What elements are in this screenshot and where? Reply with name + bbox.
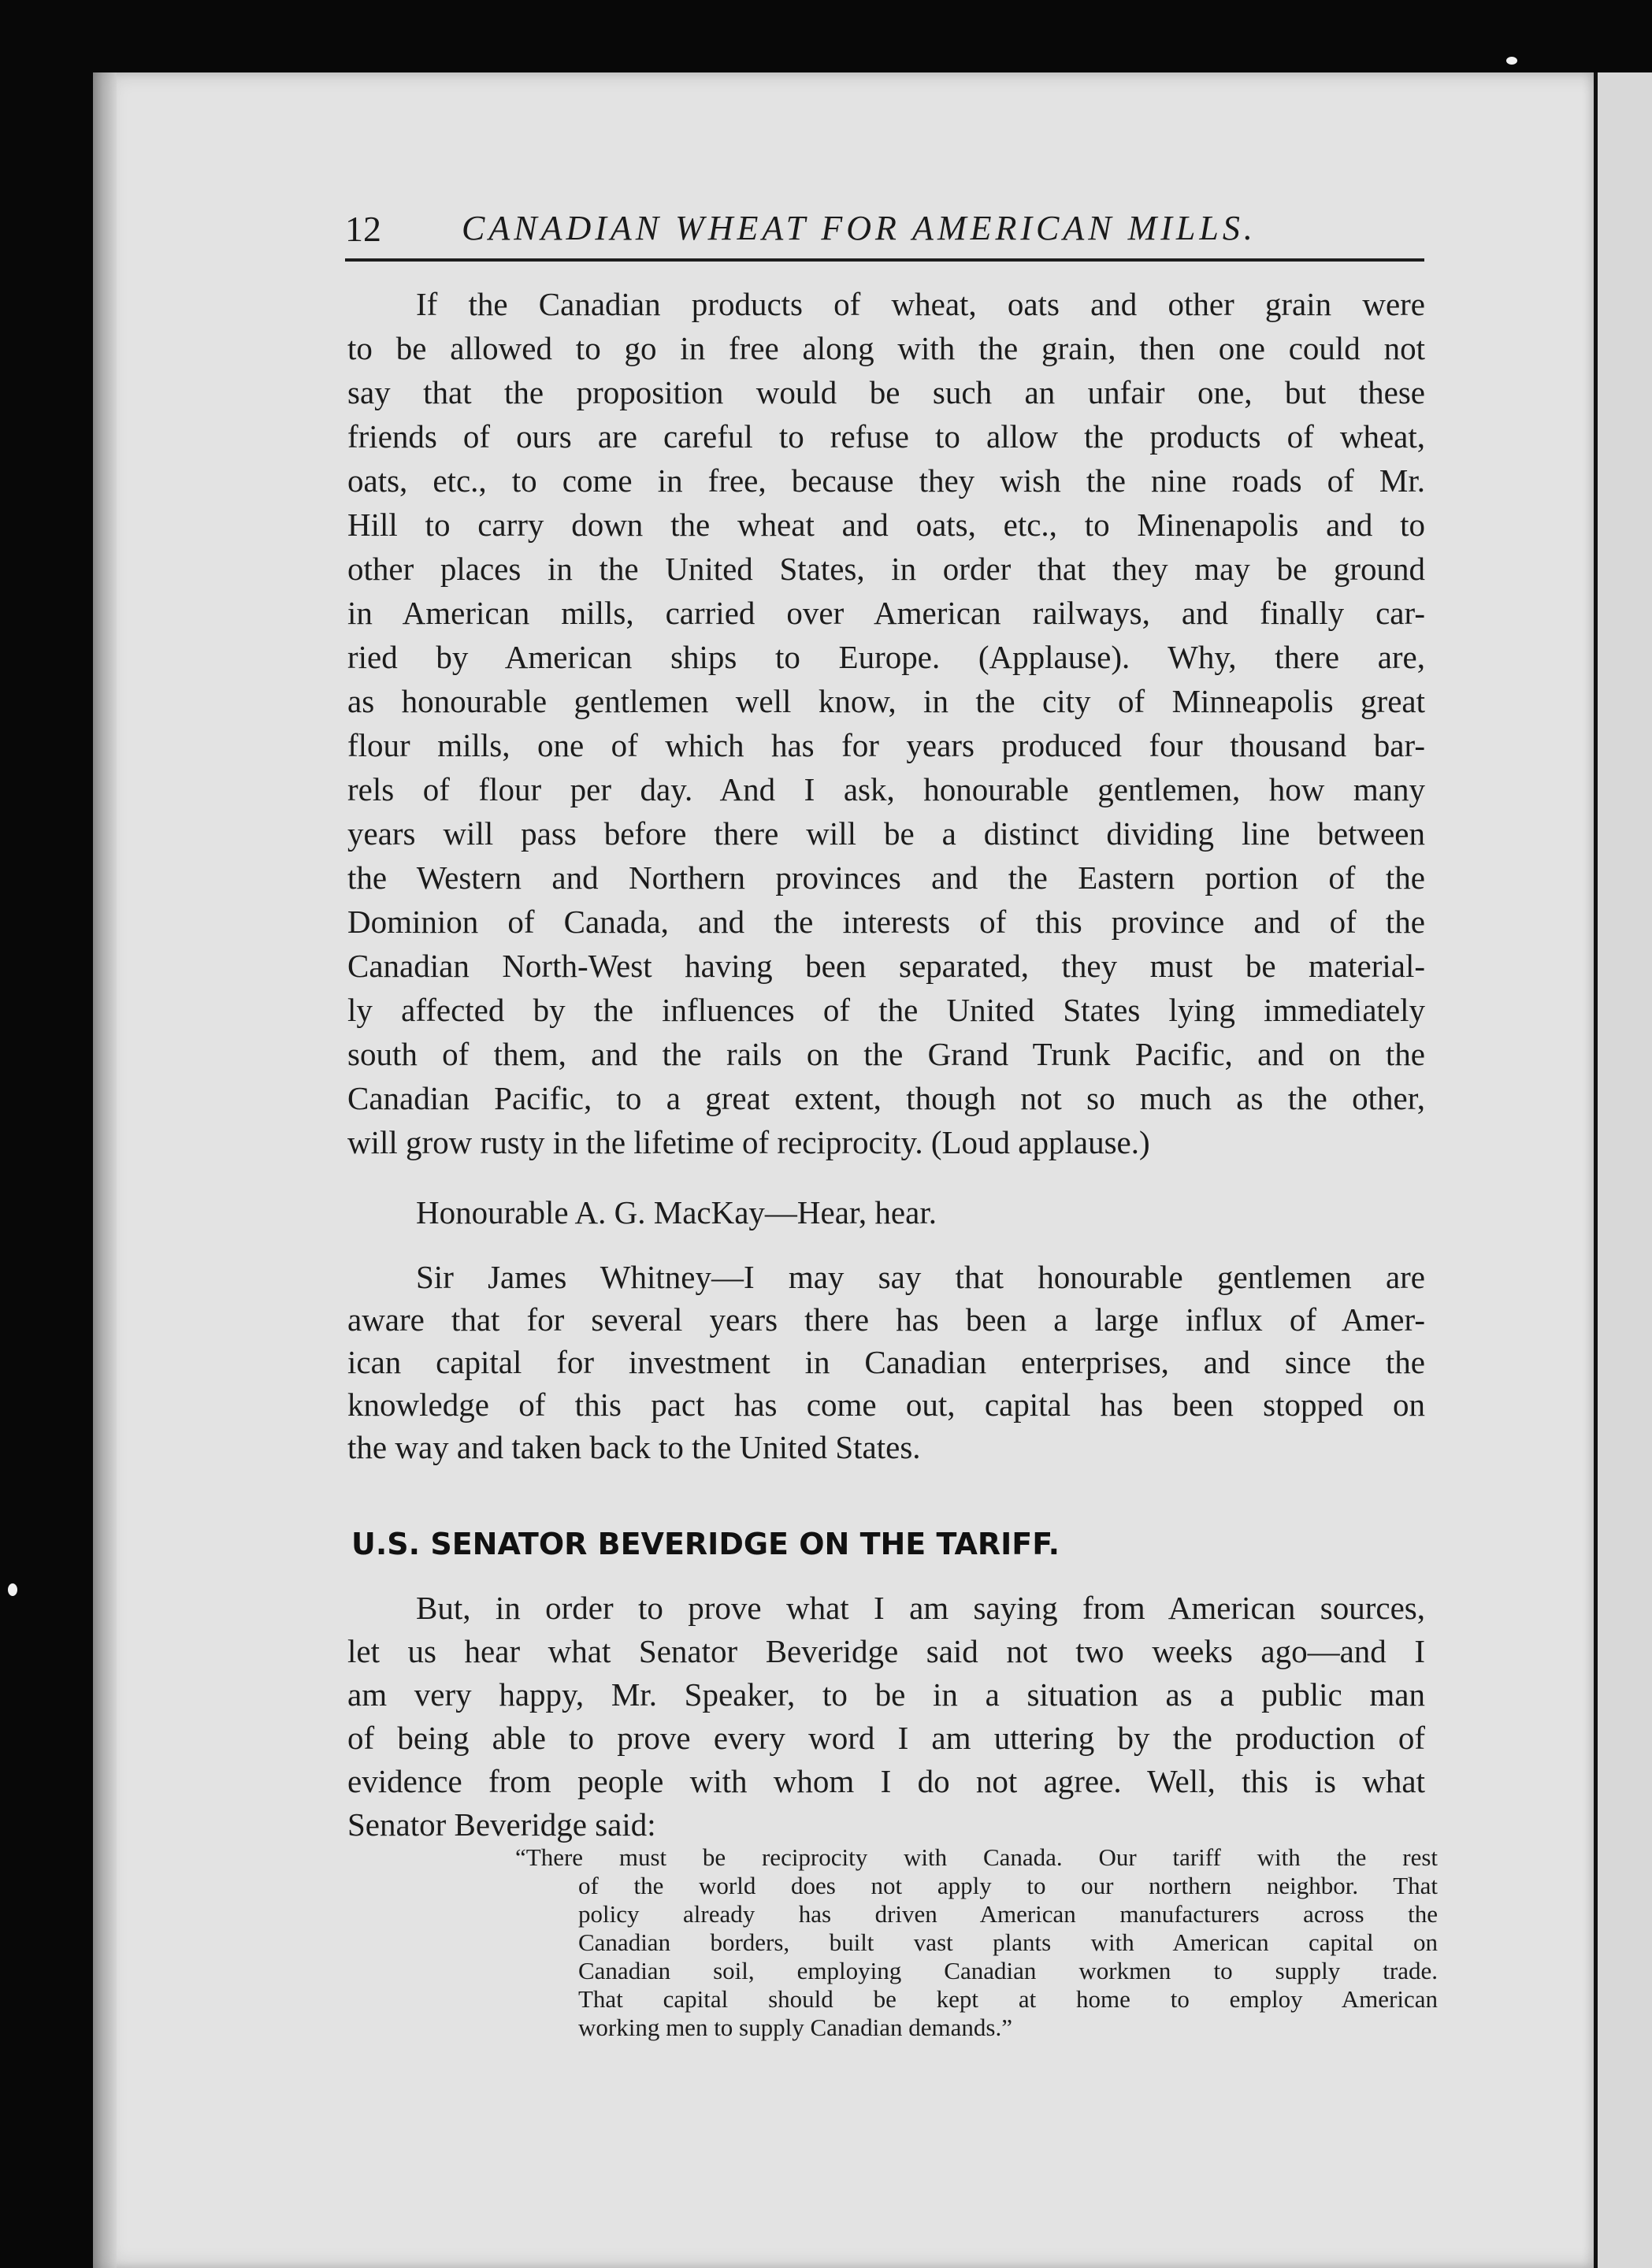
text-line: let us hear what Senator Beveridge said not two weeks ago—and I bbox=[347, 1633, 1425, 1669]
text-line: rels of flour per day. And I ask, honourable gentlemen, how many bbox=[347, 771, 1425, 807]
interjection-line: Honourable A. G. MacKay—Hear, hear. bbox=[416, 1194, 937, 1231]
quote-line: “There must be reciprocity with Canada. Our tariff with the rest bbox=[515, 1843, 1438, 1871]
text-line: south of them, and the rails on the Grand Trunk Pacific, and on the bbox=[347, 1036, 1425, 1072]
scan-speck bbox=[1506, 57, 1517, 65]
text-line: evidence from people with whom I do not agree. Well, this is what bbox=[347, 1763, 1425, 1799]
quote-line: working men to supply Canadian demands.” bbox=[578, 2014, 1013, 2041]
text-line: Dominion of Canada, and the interests of this province and of the bbox=[347, 904, 1425, 940]
text-line: Canadian North-West having been separated, they must be material- bbox=[347, 948, 1425, 984]
text-line: will grow rusty in the lifetime of reciprocity. (Loud applause.) bbox=[347, 1124, 1150, 1160]
text-line: ried by American ships to Europe. (Applause). Why, there are, bbox=[347, 639, 1425, 675]
quote-line: That capital should be kept at home to employ American bbox=[578, 1985, 1438, 2013]
text-line: friends of ours are careful to refuse to allow the products of wheat, bbox=[347, 418, 1425, 455]
text-line: But, in order to prove what I am saying from American sources, bbox=[416, 1590, 1425, 1626]
text-line: Sir James Whitney—I may say that honourable gentlemen are bbox=[416, 1259, 1425, 1295]
scan-speck bbox=[8, 1583, 17, 1596]
section-heading: U.S. SENATOR BEVERIDGE ON THE TARIFF. bbox=[351, 1527, 1060, 1561]
text-line: to be allowed to go in free along with the grain, then one could not bbox=[347, 330, 1425, 366]
quote-line: of the world does not apply to our northern neighbor. That bbox=[578, 1872, 1438, 1899]
text-line: of being able to prove every word I am uttering by the production of bbox=[347, 1720, 1425, 1756]
text-line: flour mills, one of which has for years produced four thousand bar- bbox=[347, 727, 1425, 763]
text-line: If the Canadian products of wheat, oats and other grain were bbox=[416, 286, 1425, 322]
text-line: Canadian Pacific, to a great extent, though not so much as the other, bbox=[347, 1080, 1425, 1116]
text-line: Senator Beveridge said: bbox=[347, 1806, 656, 1843]
text-line: aware that for several years there has been a large influx of Amer- bbox=[347, 1301, 1425, 1338]
text-line: other places in the United States, in order that they may be ground bbox=[347, 551, 1425, 587]
header-rule bbox=[345, 258, 1424, 262]
page-number: 12 bbox=[345, 209, 381, 249]
text-line: the way and taken back to the United States. bbox=[347, 1429, 921, 1465]
text-line: Hill to carry down the wheat and oats, etc., to Minenapolis and to bbox=[347, 507, 1425, 543]
text-line: say that the proposition would be such an unfair one, but these bbox=[347, 374, 1425, 410]
text-line: as honourable gentlemen well know, in the city of Minneapolis great bbox=[347, 683, 1425, 719]
page-binding-edge bbox=[93, 72, 117, 2268]
text-line: years will pass before there will be a distinct dividing line between bbox=[347, 815, 1425, 852]
quote-line: Canadian soil, employing Canadian workmen to supply trade. bbox=[578, 1957, 1438, 1984]
text-line: ly affected by the influences of the United States lying immediately bbox=[347, 992, 1425, 1028]
quote-line: policy already has driven American manufacturers across the bbox=[578, 1900, 1438, 1928]
text-line: knowledge of this pact has come out, capital has been stopped on bbox=[347, 1386, 1425, 1423]
facing-page-edge bbox=[1594, 72, 1652, 2268]
text-line: am very happy, Mr. Speaker, to be in a situation as a public man bbox=[347, 1676, 1425, 1713]
running-header bbox=[345, 203, 1424, 258]
text-line: ican capital for investment in Canadian enterprises, and since the bbox=[347, 1344, 1425, 1380]
text-line: in American mills, carried over American railways, and finally car- bbox=[347, 595, 1425, 631]
text-line: oats, etc., to come in free, because they wish the nine roads of Mr. bbox=[347, 462, 1425, 499]
running-title: CANADIAN WHEAT FOR AMERICAN MILLS. bbox=[462, 209, 1257, 247]
text-line: the Western and Northern provinces and the Eastern portion of the bbox=[347, 859, 1425, 896]
quote-line: Canadian borders, built vast plants with American capital on bbox=[578, 1928, 1438, 1956]
